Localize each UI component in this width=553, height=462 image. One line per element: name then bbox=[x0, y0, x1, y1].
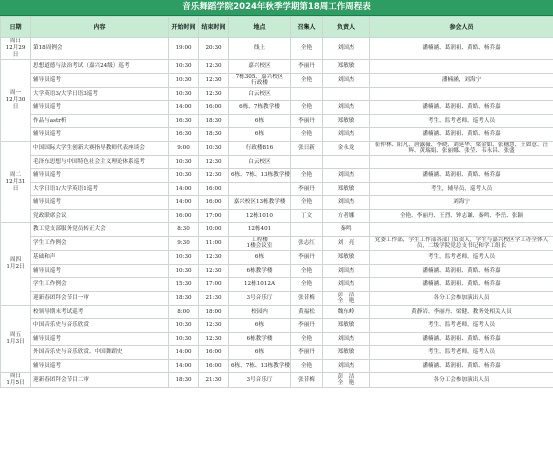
cell-participants: 党委工作部，学生工作部各部门负责人，学生与嘉兴校区学工办全体人员，二级学院党总支书记和学工组长 bbox=[370, 236, 553, 250]
day-label: 周五 1月3日 bbox=[1, 305, 31, 373]
cell-content: 辅导员巡考 bbox=[31, 101, 169, 115]
cell-participants: 潘楠涵、葛润祖、黄皓、杨乔嘉 bbox=[370, 264, 553, 278]
cell-participants bbox=[370, 155, 553, 169]
cell-participants bbox=[370, 60, 553, 74]
cell-owner: 彭 洁 全 艳 bbox=[323, 373, 370, 388]
cell-leader: 李丽丹 bbox=[291, 319, 323, 333]
schedule-row bbox=[1, 223, 553, 237]
cell-start: 16:30 bbox=[169, 114, 199, 128]
cell-owner: 刘国杰 bbox=[323, 38, 370, 60]
cell-participants bbox=[370, 223, 553, 237]
cell-participants bbox=[370, 87, 553, 101]
cell-location: 6栋、7栋教学楼 bbox=[229, 101, 291, 115]
cell-end: 16:00 bbox=[199, 359, 229, 373]
day-label: 周二 12月31日 bbox=[1, 141, 31, 223]
cell-owner: 魏东岭 bbox=[323, 305, 370, 319]
cell-end: 10:00 bbox=[199, 223, 229, 237]
cell-location: 嘉兴校区 bbox=[229, 60, 291, 74]
cell-end: 12:30 bbox=[199, 155, 229, 169]
cell-participants: 考生，监考老师，巡考人员 bbox=[370, 346, 553, 360]
cell-owner: 郑敏敏 bbox=[323, 319, 370, 333]
cell-start: 9:00 bbox=[169, 141, 199, 155]
cell-owner: 郑敏敏 bbox=[323, 251, 370, 265]
schedule-row bbox=[1, 196, 553, 210]
cell-start: 14:00 bbox=[169, 359, 199, 373]
schedule-body bbox=[1, 38, 553, 388]
cell-end: 11:00 bbox=[199, 236, 229, 250]
cell-owner: 刘国杰 bbox=[323, 278, 370, 292]
cell-content: 学生工作例会 bbox=[31, 236, 169, 250]
schedule-row bbox=[1, 332, 553, 346]
cell-start: 10:30 bbox=[169, 73, 199, 87]
cell-start: 10:30 bbox=[169, 332, 199, 346]
cell-participants: 崔仲林、阳凡、唐露薇、李晓、刘延华、梁金如、张穗慧、王如意、汪辉、黄瑞娟、张丽娜、张莹、韦永昌、张盛 bbox=[370, 141, 553, 155]
cell-content: 辅导员巡考 bbox=[31, 264, 169, 278]
cell-owner: 刘国杰 bbox=[323, 332, 370, 346]
cell-location: 6栋、7栋、13栋教学楼 bbox=[229, 169, 291, 183]
cell-leader: 全艳 bbox=[291, 101, 323, 115]
header-owner: 负责人 bbox=[323, 17, 370, 38]
cell-leader: 全艳 bbox=[291, 359, 323, 373]
cell-location: 12栋1010 bbox=[229, 209, 291, 223]
schedule-row bbox=[1, 60, 553, 74]
cell-content: 迎新春团拜会节目一审 bbox=[31, 291, 169, 305]
cell-owner: 郑敏敏 bbox=[323, 182, 370, 196]
cell-end: 16:00 bbox=[199, 346, 229, 360]
cell-end: 12:30 bbox=[199, 169, 229, 183]
cell-start: 18:30 bbox=[169, 373, 199, 388]
cell-location: 6栋教学楼 bbox=[229, 332, 291, 346]
cell-start: 10:30 bbox=[169, 60, 199, 74]
cell-location: 6栋 bbox=[229, 251, 291, 265]
schedule-row bbox=[1, 305, 553, 319]
header-location: 地点 bbox=[229, 17, 291, 38]
cell-leader: 张昔梅 bbox=[291, 291, 323, 305]
schedule-row bbox=[1, 251, 553, 265]
cell-participants: 各分工会参加演出人员 bbox=[370, 291, 553, 305]
cell-location: 校园内 bbox=[229, 305, 291, 319]
cell-owner: 郑敏敏 bbox=[323, 60, 370, 74]
cell-end: 12:30 bbox=[199, 73, 229, 87]
header-end: 结束时间 bbox=[199, 17, 229, 38]
schedule-row bbox=[1, 73, 553, 87]
cell-end: 18:30 bbox=[199, 128, 229, 142]
cell-end: 21:30 bbox=[199, 373, 229, 388]
cell-location: 行政楼816 bbox=[229, 141, 291, 155]
cell-start: 16:00 bbox=[169, 209, 199, 223]
cell-participants: 潘楠涵、葛润祖、黄皓、杨乔嘉 bbox=[370, 169, 553, 183]
cell-owner: 刘 亮 bbox=[323, 236, 370, 250]
cell-leader: 全艳 bbox=[291, 128, 323, 142]
day-label: 周四 1月2日 bbox=[1, 223, 31, 305]
cell-content: 中国国际大学生创新大赛指导教师代表座谈会 bbox=[31, 141, 169, 155]
cell-owner: 刘国杰 bbox=[323, 73, 370, 87]
schedule-row bbox=[1, 114, 553, 128]
cell-end: 17:00 bbox=[199, 278, 229, 292]
cell-owner: 金永龙 bbox=[323, 141, 370, 155]
cell-start: 10:30 bbox=[169, 155, 199, 169]
cell-content: 中国音乐史与音乐欣赏 bbox=[31, 319, 169, 333]
schedule-row bbox=[1, 38, 553, 60]
cell-owner: 郑敏敏 bbox=[323, 346, 370, 360]
cell-content: 大学日语1/大学英语1巡考 bbox=[31, 182, 169, 196]
cell-participants: 潘楠涵、葛润祖、黄皓、杨乔嘉 bbox=[370, 101, 553, 115]
cell-leader: 李丽丹 bbox=[291, 114, 323, 128]
cell-owner: 刘国杰 bbox=[323, 128, 370, 142]
cell-leader: 全艳 bbox=[291, 332, 323, 346]
cell-start: 16:30 bbox=[169, 128, 199, 142]
cell-leader: 全艳 bbox=[291, 38, 323, 60]
header-row bbox=[1, 17, 553, 38]
schedule-row bbox=[1, 155, 553, 169]
cell-start: 18:30 bbox=[169, 291, 199, 305]
cell-start: 14:00 bbox=[169, 346, 199, 360]
cell-location: 6栋、7栋、13栋教学楼 bbox=[229, 359, 291, 373]
cell-content: 辅导员巡考 bbox=[31, 196, 169, 210]
schedule-row bbox=[1, 264, 553, 278]
cell-end: 12:30 bbox=[199, 264, 229, 278]
cell-location: 6栋教学楼 bbox=[229, 264, 291, 278]
header-participants: 参会人员 bbox=[370, 17, 553, 38]
cell-end: 12:30 bbox=[199, 319, 229, 333]
cell-end: 20:30 bbox=[199, 38, 229, 60]
cell-leader bbox=[291, 155, 323, 169]
schedule-title: 音乐舞蹈学院2024年秋季学期第18周工作周程表 bbox=[0, 0, 553, 16]
cell-end: 18:00 bbox=[199, 305, 229, 319]
cell-start: 10:30 bbox=[169, 169, 199, 183]
cell-start: 8:30 bbox=[169, 223, 199, 237]
cell-location: 7栋305、嘉兴校区 行政楼 bbox=[229, 73, 291, 87]
cell-leader: 李丽丹 bbox=[291, 60, 323, 74]
cell-owner bbox=[323, 87, 370, 101]
cell-leader: 张昔梅 bbox=[291, 373, 323, 388]
cell-leader: 李丽丹 bbox=[291, 182, 323, 196]
cell-location: 工程楼 1楼会议室 bbox=[229, 236, 291, 250]
schedule-row bbox=[1, 182, 553, 196]
cell-content: 辅导员巡考 bbox=[31, 73, 169, 87]
cell-end: 10:30 bbox=[199, 141, 229, 155]
cell-content: 基础和声 bbox=[31, 251, 169, 265]
cell-content: 作品与astr析 bbox=[31, 114, 169, 128]
cell-participants: 潘楠涵、葛润祖、黄皓、杨乔嘉 bbox=[370, 38, 553, 60]
cell-start: 14:00 bbox=[169, 101, 199, 115]
cell-leader: 黄福松 bbox=[291, 305, 323, 319]
cell-owner: 刘国杰 bbox=[323, 359, 370, 373]
cell-location bbox=[229, 182, 291, 196]
cell-participants: 各分工会参加演出人员 bbox=[370, 373, 553, 388]
cell-participants: 全艳、李丽丹、王烈、钟志谦、秦鸣、李岳、张颖 bbox=[370, 209, 553, 223]
header-start: 开始时间 bbox=[169, 17, 199, 38]
cell-start: 10:30 bbox=[169, 87, 199, 101]
cell-participants: 考生、监考老师，巡考人员 bbox=[370, 114, 553, 128]
cell-content: 教工党支部服务党员转正大会 bbox=[31, 223, 169, 237]
cell-leader: 全艳 bbox=[291, 278, 323, 292]
cell-end: 12:30 bbox=[199, 87, 229, 101]
cell-location: 3号音乐厅 bbox=[229, 373, 291, 388]
cell-content: 第18周例会 bbox=[31, 38, 169, 60]
cell-owner bbox=[323, 155, 370, 169]
schedule-row bbox=[1, 373, 553, 388]
cell-end: 12:30 bbox=[199, 60, 229, 74]
schedule-row bbox=[1, 278, 553, 292]
cell-content: 辅导员巡考 bbox=[31, 169, 169, 183]
cell-start: 10:30 bbox=[169, 264, 199, 278]
cell-start: 10:30 bbox=[169, 319, 199, 333]
cell-owner: 方者娜 bbox=[323, 209, 370, 223]
cell-participants: 潘楠涵、葛润祖、黄皓、杨乔嘉 bbox=[370, 359, 553, 373]
cell-content: 校领导期末考试巡考 bbox=[31, 305, 169, 319]
schedule-row bbox=[1, 346, 553, 360]
cell-end: 16:00 bbox=[199, 182, 229, 196]
cell-start: 9:30 bbox=[169, 236, 199, 250]
cell-content: 毛泽东思想与中国特色社会主义理论体系巡考 bbox=[31, 155, 169, 169]
cell-end: 18:30 bbox=[199, 114, 229, 128]
schedule-row bbox=[1, 209, 553, 223]
cell-content: 辅导员巡考 bbox=[31, 128, 169, 142]
schedule-row bbox=[1, 359, 553, 373]
cell-leader: 李丽丹 bbox=[291, 251, 323, 265]
cell-start: 19:00 bbox=[169, 38, 199, 60]
cell-leader: 全艳 bbox=[291, 264, 323, 278]
cell-participants: 黄静岩、李丽丹、梁健、教务处相关人员 bbox=[370, 305, 553, 319]
cell-owner: 刘国杰 bbox=[323, 196, 370, 210]
cell-participants: 考生，监考老师，巡考人员 bbox=[370, 251, 553, 265]
cell-end: 17:00 bbox=[199, 209, 229, 223]
cell-content: 学生工作例会 bbox=[31, 278, 169, 292]
schedule-row bbox=[1, 87, 553, 101]
cell-location: 嘉兴校区13栋教学楼 bbox=[229, 196, 291, 210]
cell-start: 14:00 bbox=[169, 196, 199, 210]
cell-end: 21:30 bbox=[199, 291, 229, 305]
day-label: 周日 12月29日 bbox=[1, 38, 31, 60]
cell-participants: 考生，辅导员，巡考人员 bbox=[370, 182, 553, 196]
cell-owner: 秦鸣 bbox=[323, 223, 370, 237]
cell-location: 12栋401 bbox=[229, 223, 291, 237]
cell-location: 白云校区 bbox=[229, 155, 291, 169]
cell-leader: 丁文 bbox=[291, 209, 323, 223]
schedule-row bbox=[1, 236, 553, 250]
cell-participants: 潘楠涵、葛润祖、黄皓、杨乔嘉 bbox=[370, 278, 553, 292]
cell-participants: 潘楠涵，刘海宁 bbox=[370, 73, 553, 87]
cell-content: 党政联席会议 bbox=[31, 209, 169, 223]
cell-location: 白云校区 bbox=[229, 87, 291, 101]
cell-leader: 全艳 bbox=[291, 196, 323, 210]
cell-end: 12:30 bbox=[199, 251, 229, 265]
cell-start: 14:00 bbox=[169, 182, 199, 196]
cell-content: 思想道德与法治考试（嘉兴24级）巡考 bbox=[31, 60, 169, 74]
cell-leader: 张日新 bbox=[291, 141, 323, 155]
schedule-row bbox=[1, 101, 553, 115]
day-label: 周一 12月30日 bbox=[1, 60, 31, 142]
cell-leader: 李丽丹 bbox=[291, 346, 323, 360]
cell-start: 10:30 bbox=[169, 251, 199, 265]
cell-participants: 潘楠涵、葛润祖、黄皓、杨乔嘉 bbox=[370, 128, 553, 142]
cell-start: 15:30 bbox=[169, 278, 199, 292]
day-label: 周日 1月5日 bbox=[1, 373, 31, 388]
cell-leader: 张志红 bbox=[291, 236, 323, 250]
schedule-table bbox=[0, 16, 553, 388]
cell-owner: 刘国杰 bbox=[323, 264, 370, 278]
header-content: 内容 bbox=[31, 17, 169, 38]
cell-content: 大学英语3/大学日语3巡考 bbox=[31, 87, 169, 101]
cell-end: 16:00 bbox=[199, 101, 229, 115]
schedule-row bbox=[1, 169, 553, 183]
cell-content: 迎新春团拜会节目二审 bbox=[31, 373, 169, 388]
cell-location: 线上 bbox=[229, 38, 291, 60]
cell-content: 辅导员巡考 bbox=[31, 359, 169, 373]
cell-content: 外国音乐史与音乐欣赏、中国舞蹈史 bbox=[31, 346, 169, 360]
cell-owner: 刘国杰 bbox=[323, 101, 370, 115]
cell-end: 16:00 bbox=[199, 196, 229, 210]
header-date: 日期 bbox=[1, 17, 31, 38]
cell-location: 6栋 bbox=[229, 346, 291, 360]
schedule-row bbox=[1, 319, 553, 333]
cell-start: 8:00 bbox=[169, 305, 199, 319]
cell-end: 12:30 bbox=[199, 332, 229, 346]
cell-owner: 郑敏敏 bbox=[323, 114, 370, 128]
cell-location: 3号音乐厅 bbox=[229, 291, 291, 305]
header-leader: 召集人 bbox=[291, 17, 323, 38]
cell-leader bbox=[291, 223, 323, 237]
schedule-row bbox=[1, 291, 553, 305]
schedule-row bbox=[1, 141, 553, 155]
cell-leader: 全艳 bbox=[291, 169, 323, 183]
cell-location: 6栋 bbox=[229, 114, 291, 128]
cell-location: 6栋 bbox=[229, 128, 291, 142]
cell-participants: 刘海宁 bbox=[370, 196, 553, 210]
cell-owner: 刘国杰 bbox=[323, 169, 370, 183]
cell-location: 12栋1012A bbox=[229, 278, 291, 292]
cell-content: 辅导员巡考 bbox=[31, 332, 169, 346]
cell-location: 6栋 bbox=[229, 319, 291, 333]
cell-participants: 考生、监考老师，巡考人员 bbox=[370, 319, 553, 333]
cell-leader bbox=[291, 87, 323, 101]
cell-owner: 彭 洁 全 艳 bbox=[323, 291, 370, 305]
cell-leader: 全艳 bbox=[291, 73, 323, 87]
cell-participants: 潘楠涵、葛润祖、黄皓、杨乔嘉 bbox=[370, 332, 553, 346]
schedule-row bbox=[1, 128, 553, 142]
